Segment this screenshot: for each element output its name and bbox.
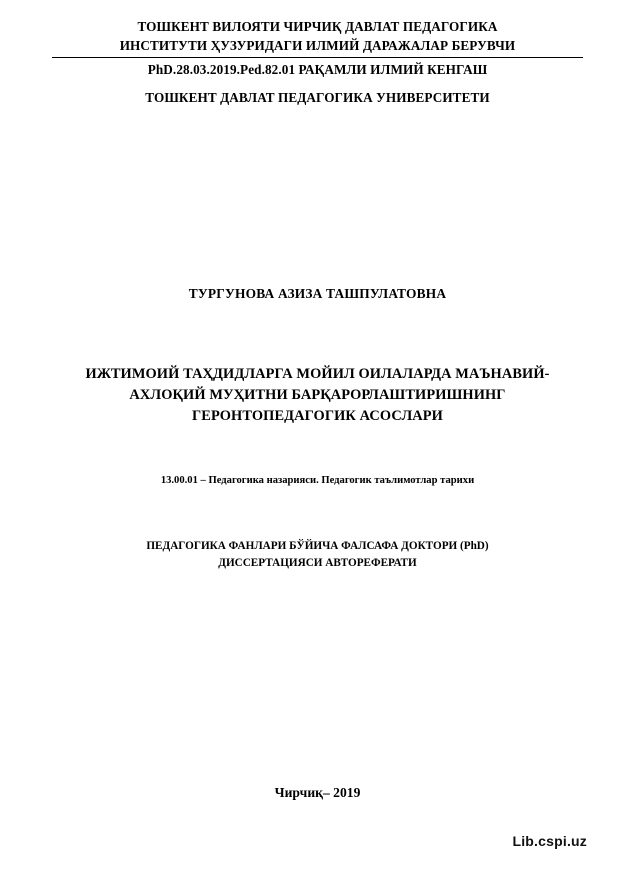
institute-name: ТОШКЕНТ ДАВЛАТ ПЕДАГОГИКА УНИВЕРСИТЕТИ: [145, 90, 490, 106]
degree-line-2: ДИССЕРТАЦИЯСИ АВТОРЕФЕРАТИ: [218, 556, 417, 569]
degree-line-1: ПЕДАГОГИКА ФАНЛАРИ БЎЙИЧА ФАЛСАФА ДОКТОРИ (PhD): [146, 539, 489, 552]
council-header-line-3: PhD.28.03.2019.Ped.82.01 РАҚАМЛИ ИЛМИЙ КЕНГАШ: [147, 62, 488, 78]
council-header-line-1: ТОШКЕНТ ВИЛОЯТИ ЧИРЧИҚ ДАВЛАТ ПЕДАГОГИКА: [137, 19, 498, 34]
dissertation-title: [52, 364, 583, 427]
council-header: [52, 18, 583, 80]
header-divider: [52, 57, 583, 58]
degree-statement: [52, 538, 583, 572]
library-watermark: Lib.cspi.uz: [512, 833, 587, 849]
place-and-year: Чирчиқ– 2019: [274, 785, 361, 800]
title-line-2: АХЛОҚИЙ МУҲИТНИ БАРҚАРОРЛАШТИРИШНИНГ: [129, 387, 506, 404]
author-name: ТУРГУНОВА АЗИЗА ТАШПУЛАТОВНА: [188, 286, 447, 302]
specialty-code: 13.00.01 – Педагогика назарияси. Педагогик таълимотлар тарихи: [160, 474, 475, 486]
title-line-3: ГЕРОНТОПЕДАГОГИК АСОСЛАРИ: [192, 407, 443, 424]
council-header-line-2: ИНСТИТУТИ ҲУЗУРИДАГИ ИЛМИЙ ДАРАЖАЛАР БЕРУВЧИ: [119, 37, 516, 53]
title-line-1: ИЖТИМОИЙ ТАҲДИДЛАРГА МОЙИЛ ОИЛАЛАРДА МАЪНАВИЙ-: [85, 366, 550, 383]
